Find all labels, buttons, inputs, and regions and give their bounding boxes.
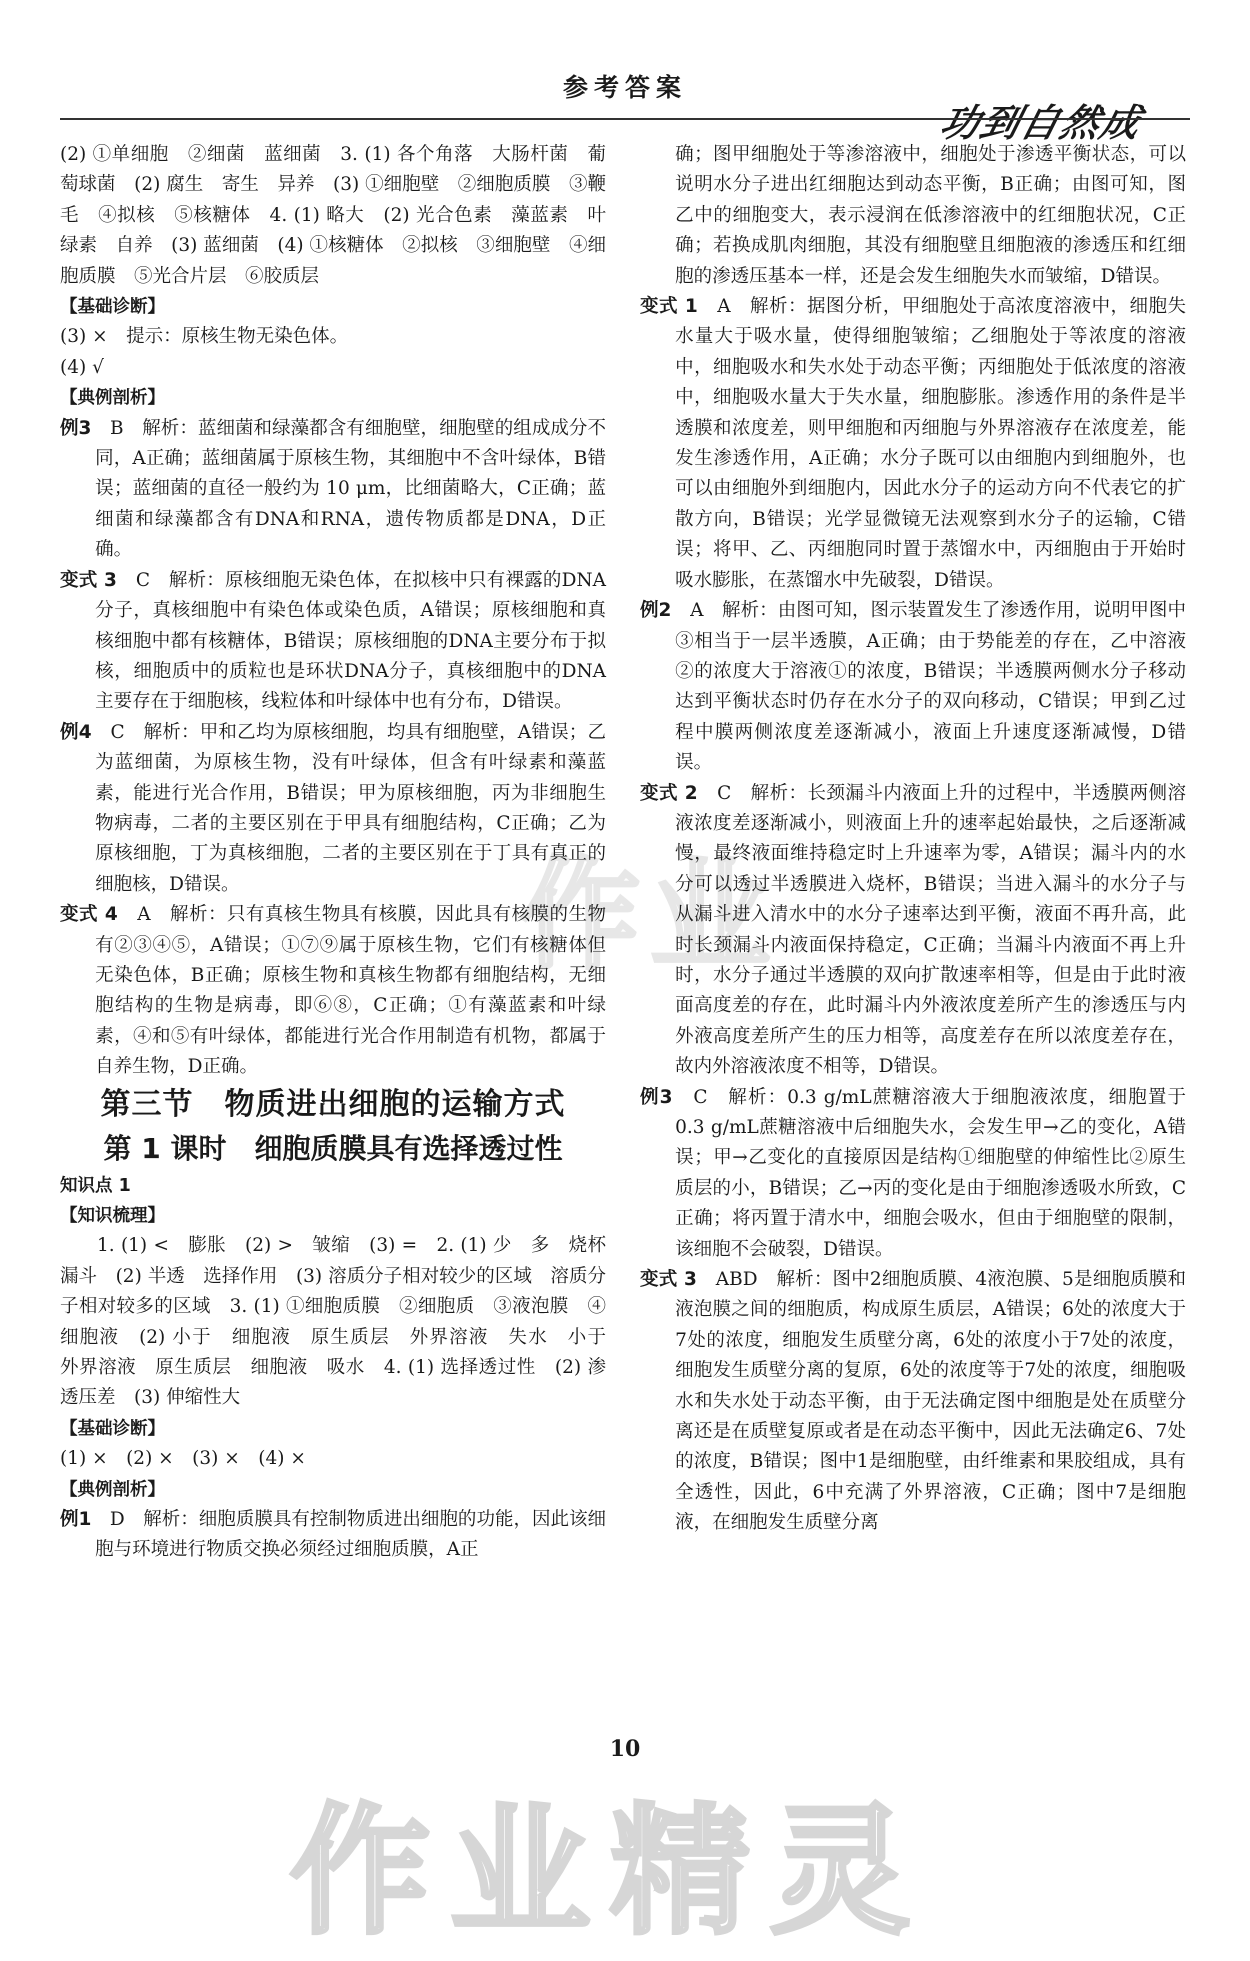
variant-1-text: A 解析：据图分析，甲细胞处于高浓度溶液中，细胞失水量大于吸水量，使得细胞皱缩；乙细胞处于等浓度的溶液中，细胞吸水和失水处于动态平衡；丙细胞处于低浓度的溶液中，细胞吸水量大于失水量，细胞膨胀。渗透作用的条件是半透膜和浓度差，则甲细胞和丙细胞与外界溶液存在浓度差，能发生渗透作用，A正确；水分子既可以由细胞内到细胞外，也可以由细胞外到细胞内，因此水分子的运动方向不代表它的扩散方向，B错误；光学显微镜无法观察到水分子的运输，C错误；将甲、乙、丙细胞同时置于蒸馏水中，丙细胞由于开始时吸水膨胀，在蒸馏水中先破裂，D错误。 bbox=[675, 296, 1186, 591]
heading-basic-diagnosis: 【基础诊断】 bbox=[60, 297, 165, 318]
variant-3-r-label: 变式 3 bbox=[640, 1269, 697, 1291]
example-3-text: B 解析：蓝细菌和绿藻都含有细胞壁，细胞壁的组成成分不同，A正确；蓝细菌属于原核生物，其细胞中不含叶绿体，B错误；蓝细菌的直径一般约为 10 μm，比细菌略大，C正确；蓝细菌和绿藻都含有DNA和RNA，遗传物质都是DNA，D正确。 bbox=[95, 417, 606, 561]
brand-logo: 功到自然成 bbox=[935, 101, 1147, 145]
page-number: 10 bbox=[609, 1736, 641, 1762]
variant-4-text: A 解析：只有真核生物具有核膜，因此具有核膜的生物有②③④⑤，A错误；①⑦⑨属于原核生物，它们有核糖体但无染色体，B正确；原核生物和真核生物都有细胞结构，无细胞结构的生物是病毒，即⑥⑧，C正确；①有藻蓝素和叶绿素，④和⑤有叶绿体，都能进行光合作用制造有机物，都属于自养生物，D正确。 bbox=[95, 904, 606, 1078]
variant-1-label: 变式 1 bbox=[640, 296, 698, 318]
variant-3-r-text: ABD 解析：图中2细胞质膜、4液泡膜、5是细胞质膜和液泡膜之间的细胞质，构成原生质层，A错误；6处的浓度大于7处的浓度，细胞发生质壁分离，6处的浓度小于7处的浓度，细胞发生质壁分离的复原，6处的浓度等于7处的浓度，细胞吸水和失水处于动态平衡，由于无法确定图中细胞是处在质壁分离还是在质壁复原或者是在动态平衡中，因此无法确定6、7处的浓度，B错误；图中1是细胞壁，由纤维素和果胶组成，具有全透性，因此，6中充满了外界溶液，C正确；图中7是细胞液，在细胞发生质壁分离 bbox=[675, 1269, 1186, 1534]
example-3-r bbox=[640, 1083, 1186, 1265]
header-title: 参考答案 bbox=[562, 73, 687, 102]
example-1-text: D 解析：细胞质膜具有控制物质进出细胞的功能，因此该细胞与环境进行物质交换必须经过细胞质膜，A正 bbox=[95, 1509, 606, 1561]
variant-3-label: 变式 3 bbox=[60, 569, 117, 591]
variant-3 bbox=[60, 566, 606, 718]
example-3-label: 例3 bbox=[60, 417, 92, 439]
heading-basic-diagnosis-2: 【基础诊断】 bbox=[60, 1418, 165, 1439]
example-3-r-text: C 解析：0.3 g/mL蔗糖溶液大于细胞液浓度，细胞置于0.3 g/mL蔗糖溶液中后细胞失水，会发生甲→乙的变化，A错误；甲→乙变化的直接原因是结构①细胞壁的伸缩性比②原生质层的小，B错误；乙→丙的变化是由于细胞渗透吸水所致，C正确；将丙置于清水中，细胞会吸水，但由于细胞壁的限制，该细胞不会破裂，D错误。 bbox=[675, 1086, 1186, 1260]
example-1-cont: 确；图甲细胞处于等渗溶液中，细胞处于渗透平衡状态，可以说明水分子进出红细胞达到动态平衡，B正确；由图可知，图乙中的细胞变大，表示浸润在低渗溶液中的红细胞状况，C正确；若换成肌肉细胞，其没有细胞壁且细胞液的渗透压和红细胞的渗透压基本一样，还是会发生细胞失水而皱缩，D错误。 bbox=[675, 144, 1186, 287]
knowledge-point-label: 知识点 1 bbox=[60, 1175, 131, 1196]
section-title: 第三节 物质进出细胞的运输方式 bbox=[100, 1086, 566, 1122]
variant-1 bbox=[640, 292, 1186, 596]
left-column bbox=[60, 140, 625, 1566]
example-3-r-label: 例3 bbox=[640, 1086, 673, 1108]
heading-example-analysis-2: 【典例剖析】 bbox=[60, 1479, 165, 1500]
example-4-text: C 解析：甲和乙均为原核细胞，均具有细胞壁，A错误；乙为蓝细菌，为原核生物，没有叶绿体，但含有叶绿素和藻蓝素，能进行光合作用，B错误；甲为原核细胞，丙为非细胞生物病毒，二者的主要区别在于甲具有细胞结构，C正确；乙为原核细胞，丁为真核细胞，二者的主要区别在于丁具有真正的细胞核，D错误。 bbox=[95, 721, 606, 895]
variant-4 bbox=[60, 900, 606, 1082]
watermark: 作业精灵 bbox=[290, 1791, 931, 1954]
diagnosis-answers: (1) × (2) × (3) × (4) × bbox=[60, 1448, 306, 1470]
right-column bbox=[640, 140, 1186, 1539]
variant-3-r bbox=[640, 1265, 1186, 1539]
example-2-text: A 解析：由图可知，图示装置发生了渗透作用，说明甲图中③相当于一层半透膜，A正确；由于势能差的存在，乙中溶液②的浓度大于溶液①的浓度，B错误；半透膜两侧水分子移动达到平衡状态时仍存在水分子的双向移动，C错误；甲到乙过程中膜两侧浓度差逐渐减小，液面上升速度逐渐减慢，D错误。 bbox=[675, 600, 1186, 774]
example-3 bbox=[60, 414, 606, 566]
example-4-label: 例4 bbox=[60, 721, 92, 743]
example-4 bbox=[60, 718, 606, 900]
example-2 bbox=[640, 596, 1186, 778]
example-2-label: 例2 bbox=[640, 600, 672, 622]
example-1-label: 例1 bbox=[60, 1509, 92, 1531]
variant-2-label: 变式 2 bbox=[640, 782, 698, 804]
diagnosis-item-4: (4) √ bbox=[60, 356, 104, 378]
knowledge-review-answers: 1. (1) < 膨胀 (2) > 皱缩 (3) = 2. (1) 少 多 烧杯 漏斗 (2) 半透 选择作用 (3) 溶质分子相对较少的区域 溶质分子相对较多的区域 3. (1) ①细胞质膜 ②细胞质 ③液泡膜 ④细胞液 (2) 小于 细胞液 原生质层 外界溶液 失水 小于 外界溶液 原生质层 细胞液 吸水 4. (1) 选择透过性 (2) 渗透压差 (3) 伸缩性大 bbox=[60, 1235, 625, 1409]
diagnosis-item-3: (3) × 提示：原核生物无染色体。 bbox=[60, 326, 349, 348]
variant-2-text: C 解析：长颈漏斗内液面上升的过程中，半透膜两侧溶液浓度差逐渐减小，则液面上升的速率起始最快，之后逐渐减慢，最终液面维持稳定时上升速率为零，A错误；漏斗内的水分可以透过半透膜进入烧杯，B错误；当进入漏斗的水分子与从漏斗进入清水中的水分子速率达到平衡，液面不再升高，此时长颈漏斗内液面保持稳定，C正确；当漏斗内液面不再上升时，水分子通过半透膜的双向扩散速率相等，但是由于此时液面高度差的存在，此时漏斗内外液浓度差所产生的渗透压与内外液高度差所产生的压力相等，高度差存在所以浓度差存在，故内外溶液浓度不相等，D错误。 bbox=[675, 782, 1186, 1078]
lesson-title: 第 1 课时 细胞质膜具有选择透过性 bbox=[103, 1131, 563, 1165]
watermark-center: 作业 bbox=[520, 847, 780, 986]
knowledge-answers-cont: (2) ①单细胞 ②细菌 蓝细菌 3. (1) 各个角落 大肠杆菌 葡萄球菌 (2) 腐生 寄生 异养 (3) ①细胞壁 ②细胞质膜 ③鞭毛 ④拟核 ⑤核糖体 4. (1) 略大 (2) 光合色素 藻蓝素 叶绿素 自养 (3) 蓝细菌 (4) ①核糖体 ②拟核 ③细胞壁 ④细胞质膜 ⑤光合片层 ⑥胶质层 bbox=[60, 144, 606, 287]
variant-4-label: 变式 4 bbox=[60, 904, 118, 926]
variant-2 bbox=[640, 779, 1186, 1083]
example-1 bbox=[60, 1505, 606, 1566]
header-divider bbox=[60, 118, 1190, 120]
heading-knowledge-review: 【知识梳理】 bbox=[60, 1206, 165, 1226]
variant-3-text: C 解析：原核细胞无染色体，在拟核中只有裸露的DNA分子，真核细胞中有染色体或染色质，A错误；原核细胞和真核细胞中都有核糖体，B错误；原核细胞的DNA主要分布于拟核，细胞质中的质粒也是环状DNA分子，真核细胞中的DNA主要存在于细胞核，线粒体和叶绿体中也有分布，D错误。 bbox=[95, 569, 606, 713]
heading-example-analysis: 【典例剖析】 bbox=[60, 388, 165, 409]
